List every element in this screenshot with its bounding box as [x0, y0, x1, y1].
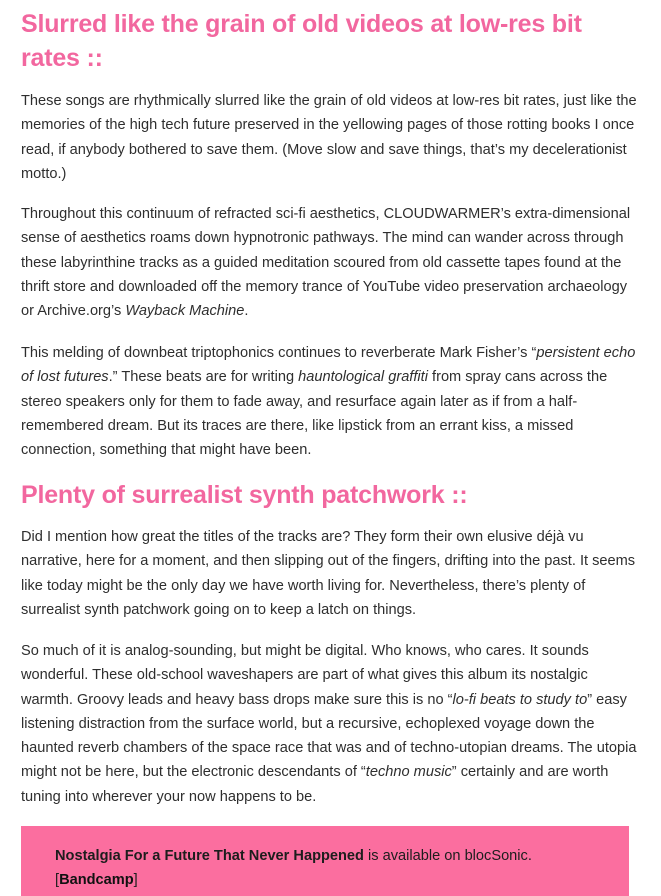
paragraph-mark-fisher — [21, 341, 641, 462]
availability-callout — [21, 826, 629, 896]
callout-text — [55, 844, 615, 893]
callout-availability-text: is available on blocSonic. — [363, 848, 532, 864]
paragraph-text: So much of it is analog-sounding, but might be digital. Who knows, who cares. It sounds wonderful. These old-school waveshapers are part of what gives this album its nostalgic warmth. Groovy leads and heavy bass drops make sure this is no “ — [21, 643, 589, 708]
paragraph-text: from spray cans across the stereo speakers only for them to fade away, and resurface again later as if from a half-remembered dream. But its traces are there, like lipstick from an errant kiss, a missed connection, something that might have been. — [21, 369, 608, 459]
emphasis-lost-futures: persistent echo of lost futures — [21, 345, 636, 386]
section-heading-slurred: Slurred like the grain of old videos at low-res bit rates :: — [21, 10, 582, 72]
paragraph-text: This melding of downbeat triptophonics continues to reverberate Mark Fisher’s “ — [21, 345, 537, 361]
emphasis-hauntological-graffiti: hauntological graffiti — [298, 369, 428, 386]
paragraph-text: .” These beats are for writing — [108, 369, 299, 386]
paragraph-text: . — [244, 303, 249, 320]
bracket-open: [ — [55, 872, 60, 889]
paragraph-rhythmically-slurred: These songs are rhythmically slurred like the grain of old videos at low-res bit rates, just like the memories of the high tech future preserved in the yellowing pages of those rotting books I once read, if anybody bothered to save them. (Move slow and save things, that’s my decelerationist motto.) — [21, 93, 637, 182]
paragraph-text: ” easy listening distraction from the surface world, but a recursive, echoplexed voyage down the haunted reverb chambers of the space race that was and of techno-utopian dreams. The utopia might not be here, but the electronic descendants of “ — [21, 691, 637, 781]
bracket-close: ] — [133, 872, 138, 889]
paragraph-text: ” certainly and are worth tuning into wherever your now happens to be. — [21, 764, 609, 805]
paragraph-sci-fi-aesthetics — [21, 202, 641, 323]
emphasis-techno-music: techno music — [365, 764, 452, 781]
section-heading-synth-patchwork: Plenty of surrealist synth patchwork :: — [21, 481, 468, 509]
emphasis-lofi-beats: lo-fi beats to study to — [452, 691, 588, 708]
album-title: Nostalgia For a Future That Never Happened — [55, 848, 364, 864]
bandcamp-link[interactable]: Bandcamp — [59, 872, 134, 889]
paragraph-track-titles: Did I mention how great the titles of the tracks are? They form their own elusive déjà vu narrative, here for a moment, and then slipping out of the fingers, drifting into the past. It seems like today might be the only day we have worth living for. Nevertheless, there’s plenty of surrealist synth patchwork going on to keep a latch on things. — [21, 529, 636, 618]
emphasis-wayback-machine: Wayback Machine — [125, 303, 245, 320]
paragraph-analog-sounding — [21, 639, 641, 809]
paragraph-text: Throughout this continuum of refracted sci-fi aesthetics, CLOUDWARMER’s extra-dimensional sense of aesthetics roams down hypnotronic pathways. The mind can wander across through these labyrinthine tracks as a guided meditation scoured from old cassette tapes found at the thrift store and downloaded off the memory trance of YouTube video preservation archaeology or Archive.org’s — [21, 206, 631, 320]
